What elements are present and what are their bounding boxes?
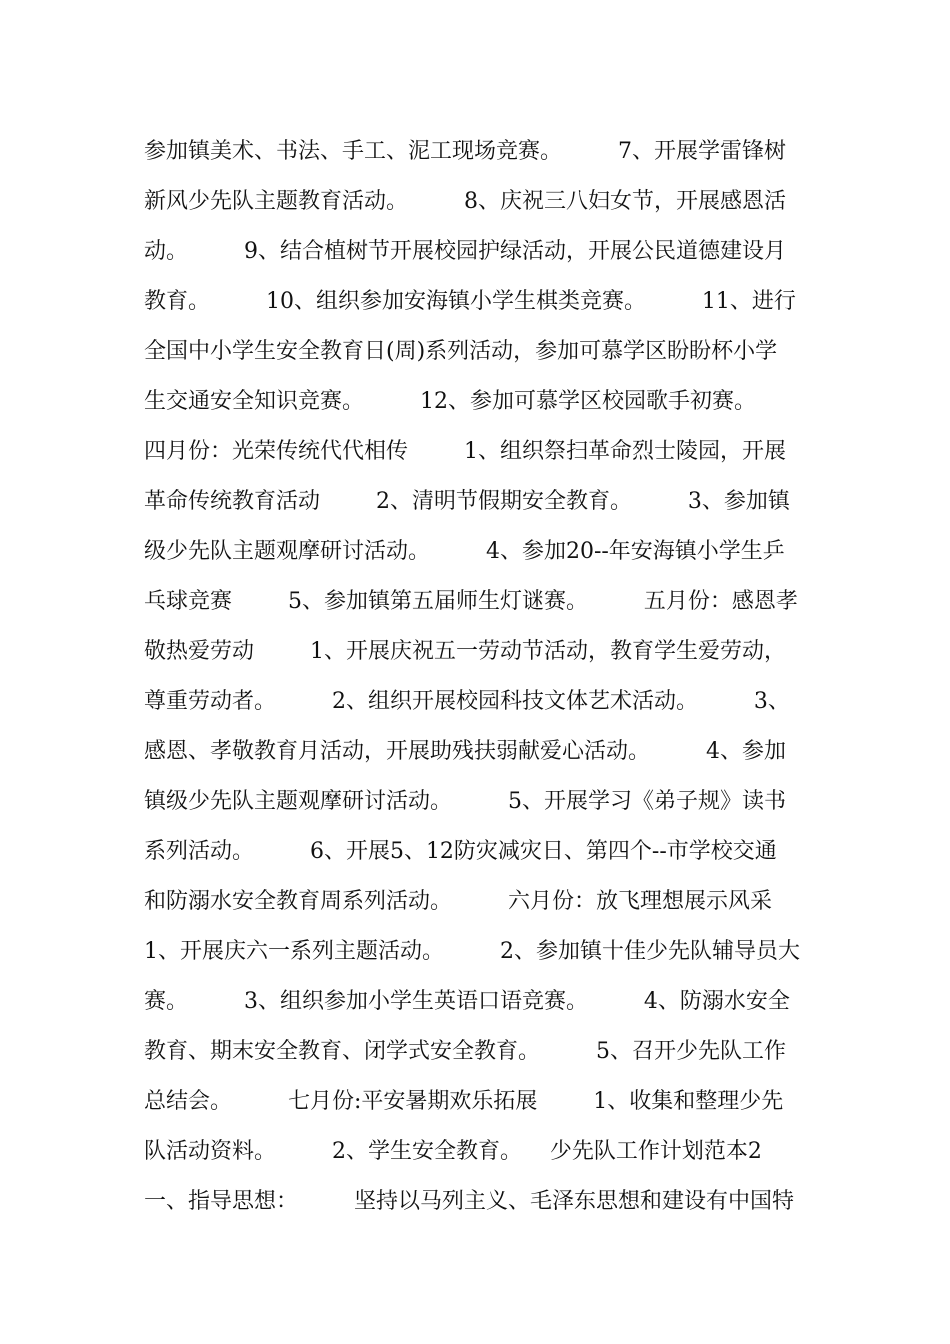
text-line: 动。 9、结合植树节开展校园护绿活动，开展公民道德建设月 xyxy=(144,239,786,264)
text-line: 全国中小学生安全教育日(周)系列活动，参加可慕学区盼盼杯小学 xyxy=(144,339,778,364)
text-line: 一、指导思想： 坚持以马列主义、毛泽东思想和建设有中国特 xyxy=(144,1189,794,1214)
text-line: 参加镇美术、书法、手工、泥工现场竞赛。 7、开展学雷锋树 xyxy=(144,139,786,164)
text-line: 四月份：光荣传统代代相传 1、组织祭扫革命烈士陵园，开展 xyxy=(144,439,786,464)
text-line: 敬热爱劳动 1、开展庆祝五一劳动节活动，教育学生爱劳动， xyxy=(144,639,786,664)
text-line: 系列活动。 6、开展5、12防灾减灾日、第四个--市学校交通 xyxy=(144,839,777,864)
document-body xyxy=(144,130,814,1230)
text-line: 镇级少先队主题观摩研讨活动。 5、开展学习《弟子规》读书 xyxy=(144,789,786,814)
text-line: 和防溺水安全教育周系列活动。 六月份：放飞理想展示风采 xyxy=(144,889,772,914)
text-line: 革命传统教育活动 2、清明节假期安全教育。 3、参加镇 xyxy=(144,489,790,514)
text-line: 感恩、孝敬教育月活动，开展助残扶弱献爱心活动。 4、参加 xyxy=(144,739,786,764)
text-line: 生交通安全知识竞赛。 12、参加可慕学区校园歌手初赛。 xyxy=(144,389,756,414)
text-line: 总结会。 七月份:平安暑期欢乐拓展 1、收集和整理少先 xyxy=(144,1089,784,1114)
text-line: 乓球竞赛 5、参加镇第五届师生灯谜赛。 五月份：感恩孝 xyxy=(144,589,798,614)
text-line: 教育、期末安全教育、闭学式安全教育。 5、召开少先队工作 xyxy=(144,1039,786,1064)
text-line: 1、开展庆六一系列主题活动。 2、参加镇十佳少先队辅导员大 xyxy=(144,939,800,964)
text-line: 级少先队主题观摩研讨活动。 4、参加20--年安海镇小学生乒 xyxy=(144,539,785,564)
text-line: 新风少先队主题教育活动。 8、庆祝三八妇女节，开展感恩活 xyxy=(144,189,786,214)
text-line: 尊重劳动者。 2、组织开展校园科技文体艺术活动。 3、 xyxy=(144,689,790,714)
text-line: 赛。 3、组织参加小学生英语口语竞赛。 4、防溺水安全 xyxy=(144,989,790,1014)
text-line: 教育。 10、组织参加安海镇小学生棋类竞赛。 11、进行 xyxy=(144,289,796,314)
text-line: 队活动资料。 2、学生安全教育。 少先队工作计划范本2 xyxy=(144,1139,762,1164)
